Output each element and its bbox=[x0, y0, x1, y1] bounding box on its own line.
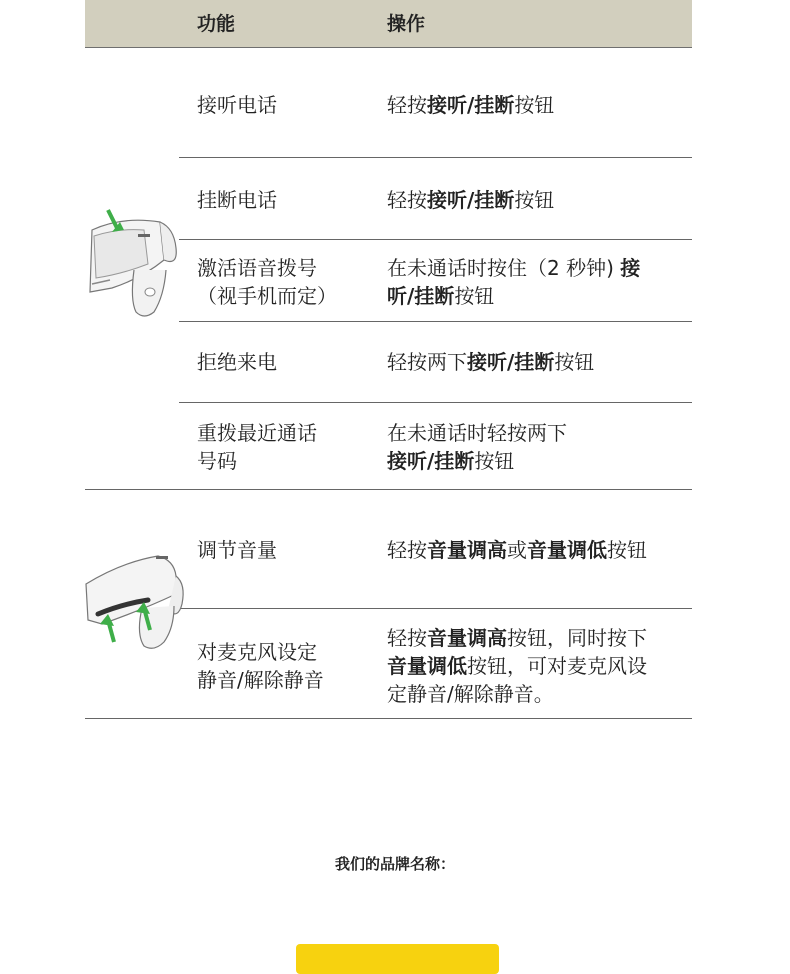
operation-text: 轻按 bbox=[387, 538, 427, 562]
row-1-operation bbox=[387, 91, 687, 119]
operation-text: 轻按两下 bbox=[387, 350, 467, 374]
divider bbox=[179, 157, 692, 158]
operation-text: 按钮 bbox=[514, 93, 555, 117]
operation-line bbox=[387, 186, 687, 214]
operation-button-name: 音量调低 bbox=[387, 654, 467, 678]
operation-line bbox=[387, 419, 687, 447]
table-header bbox=[85, 0, 692, 48]
divider bbox=[179, 321, 692, 322]
operation-text: 按钮 bbox=[514, 188, 555, 212]
headset-volume-buttons-illustration bbox=[82, 550, 192, 655]
row-2-operation bbox=[387, 186, 687, 214]
operation-button-name: 音量调高 bbox=[427, 538, 507, 562]
section-divider bbox=[85, 489, 692, 490]
row-4-function: 拒绝来电 bbox=[197, 350, 277, 374]
row-3-operation bbox=[387, 254, 687, 310]
row-5-operation bbox=[387, 419, 687, 475]
brand-button[interactable] bbox=[296, 944, 499, 974]
operation-text: 轻按 bbox=[387, 93, 427, 117]
divider bbox=[179, 402, 692, 403]
operation-text: 按钮，可对麦克风设 bbox=[467, 654, 647, 678]
operation-button-name: 音量调低 bbox=[527, 538, 607, 562]
operation-button-name: 接听/挂断 bbox=[467, 350, 555, 374]
operation-line bbox=[387, 536, 687, 564]
section-divider bbox=[85, 718, 692, 719]
divider bbox=[179, 608, 692, 609]
row-6-operation bbox=[387, 536, 687, 564]
operation-button-name: 接听/挂断 bbox=[387, 449, 475, 473]
operation-line bbox=[387, 680, 687, 708]
operation-text: 轻按 bbox=[387, 188, 427, 212]
operation-line bbox=[387, 282, 687, 310]
operation-line bbox=[387, 348, 687, 376]
row-4-operation bbox=[387, 348, 687, 376]
operation-button-name: 听/挂断 bbox=[387, 284, 455, 308]
row-6-function: 调节音量 bbox=[197, 538, 277, 562]
operation-line bbox=[387, 447, 687, 475]
row-5-function: 重拨最近通话 号码 bbox=[197, 421, 317, 473]
row-2-function: 挂断电话 bbox=[197, 188, 277, 212]
divider bbox=[179, 239, 692, 240]
operation-button-name: 接听/挂断 bbox=[427, 93, 515, 117]
operation-line bbox=[387, 254, 687, 282]
headset-answer-button-illustration bbox=[82, 200, 182, 325]
operation-line bbox=[387, 91, 687, 119]
operation-text: 定静音/解除静音。 bbox=[387, 682, 554, 706]
operation-line bbox=[387, 652, 687, 680]
header-operation: 操作 bbox=[387, 13, 426, 35]
brand-name-label: 我们的品牌名称： bbox=[334, 855, 455, 873]
row-7-function: 对麦克风设定 静音/解除静音 bbox=[197, 640, 324, 692]
operation-text: 轻按 bbox=[387, 626, 427, 650]
operation-text: 按钮 bbox=[474, 449, 515, 473]
operation-text: 按钮 bbox=[454, 284, 495, 308]
operation-text: 按钮 bbox=[607, 538, 647, 562]
operation-text: 按钮，同时按下 bbox=[507, 626, 647, 650]
operation-button-name: 音量调高 bbox=[427, 626, 507, 650]
operation-button-name: 接听/挂断 bbox=[427, 188, 515, 212]
operation-button-name: 接 bbox=[620, 256, 641, 280]
row-7-operation bbox=[387, 624, 687, 708]
operation-text: 在未通话时轻按两下 bbox=[387, 421, 567, 445]
operation-text: 在未通话时按住（2 秒钟) bbox=[387, 256, 621, 280]
operation-line bbox=[387, 624, 687, 652]
operation-text: 按钮 bbox=[554, 350, 595, 374]
row-3-function: 激活语音拨号 （视手机而定） bbox=[197, 256, 337, 308]
header-function: 功能 bbox=[197, 13, 236, 35]
row-1-function: 接听电话 bbox=[197, 93, 277, 117]
operation-text: 或 bbox=[507, 538, 527, 562]
